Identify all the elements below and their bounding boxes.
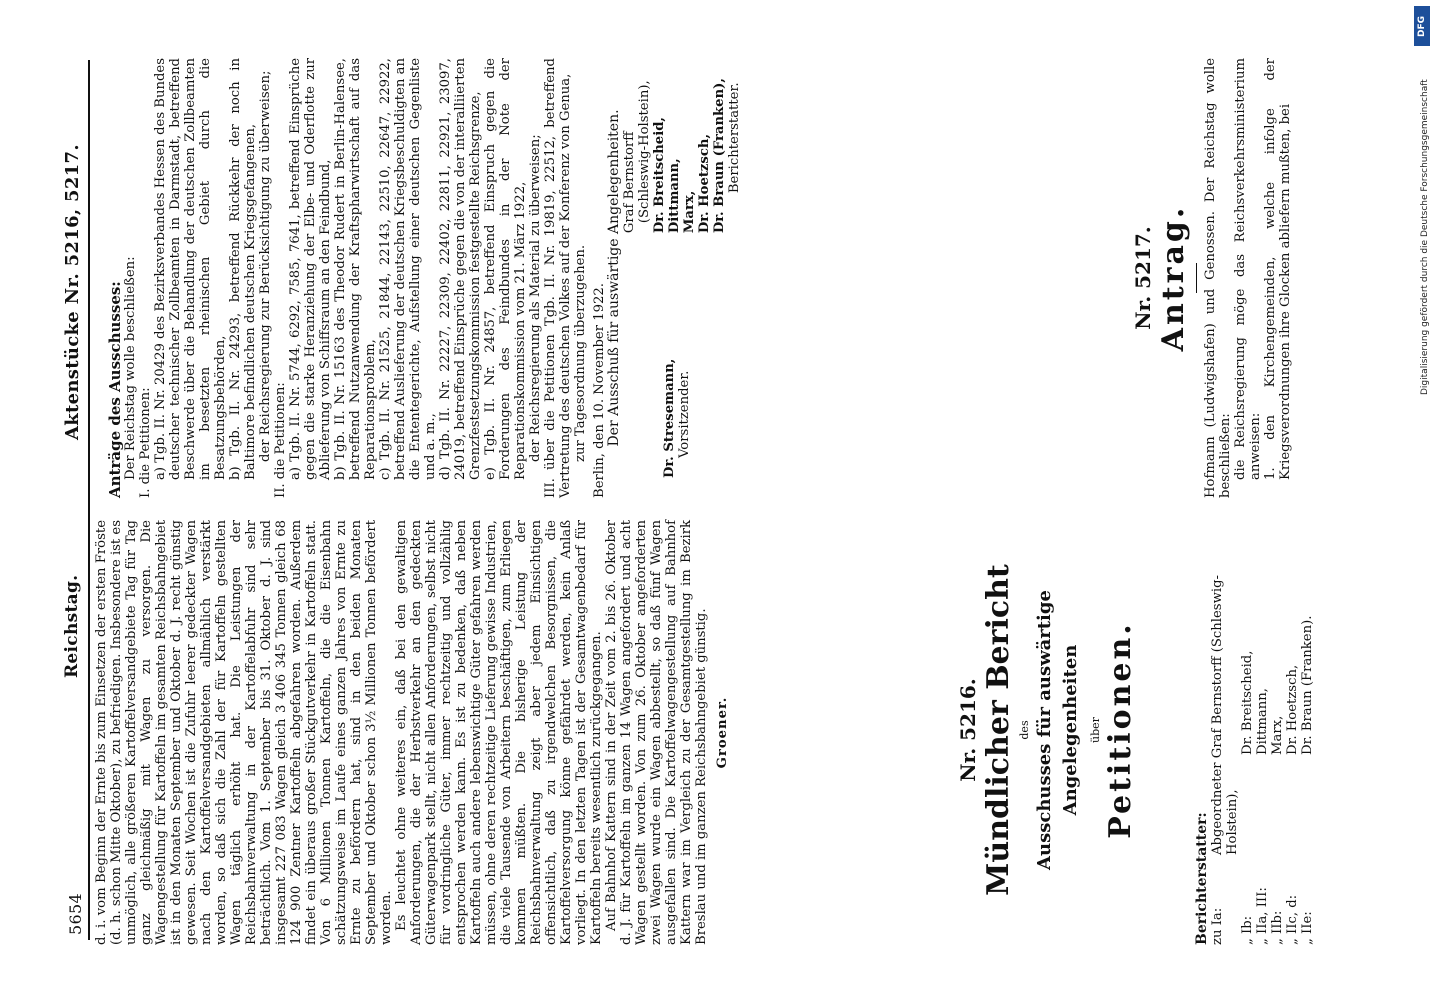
digitization-credit: Digitalisierung gefördert durch die Deutsche Forschungsgemeinschaft	[1420, 79, 1430, 395]
antraege-heading: Anträge des Ausschusses:	[106, 281, 124, 498]
item-2c: c) Tgb. II. Nr. 21525, 21844, 22143, 22510, 22647, 22922, betreffend Auslieferung der deutschen Kriegsbeschuldigten an die Ententegerichte, Aufstellung einer deutschen Gegenliste und a. m.,	[378, 58, 438, 480]
rapporteur-key: zu Ia:	[1210, 907, 1225, 945]
rapporteur-row	[1210, 515, 1240, 945]
chair-block	[622, 359, 742, 498]
antrag-number: Nr. 5217.	[1131, 226, 1155, 330]
rapporteur-row	[1270, 515, 1285, 945]
antrag-rule	[1196, 263, 1197, 293]
rapporteur-row	[1300, 515, 1315, 945]
report-des: des	[1018, 720, 1031, 740]
signer: Berichterstatter.	[727, 82, 742, 194]
rapporteur-value: Abgeordneter Graf Bernstorff (Schleswig-Holstein),	[1210, 575, 1240, 855]
page-number: 5654	[66, 893, 85, 935]
item-1b: b) Tgb. II. Nr. 24293, betreffend Rückkehr der noch in Baltimore befindlichen deutschen Kriegsgefangenen,	[228, 58, 258, 480]
signer: Dittmann,	[667, 158, 682, 234]
ref-1: der Reichsregierung zur Berücksichtigung zu überweisen;	[258, 70, 273, 462]
rapporteur-value: Marx,	[1270, 715, 1285, 755]
ref-3: zur Tagesordnung überzugehen.	[573, 244, 588, 462]
committee-line: Der Ausschuß für auswärtige Angelegenheiten.	[606, 109, 622, 447]
section-1: I. die Petitionen:	[138, 387, 153, 498]
signer: Dr. Hoetzsch,	[697, 133, 712, 234]
item-2b: b) Tgb. II. Nr. 15163 des Theodor Rudert in Berlin-Halensee, betreffend Nutzanwendung der Kraftspharwirtschaft auf das Reparationsproblem,	[333, 58, 378, 480]
antraege-intro: Der Reichstag wolle beschließen:	[123, 256, 138, 480]
report-title: Mündlicher Bericht	[981, 564, 1016, 896]
report-committee: Ausschusses für auswärtige Angelegenheiten	[1034, 590, 1081, 870]
report-number: Nr. 5216.	[956, 678, 980, 782]
rapporteur-row	[1255, 515, 1270, 945]
section-2: II. die Petitionen:	[273, 382, 288, 498]
paragraph-3: Auf Bahnhof Kattern sind in der Zeit vom 2. bis 26. Oktober d. J. für Kartoffeln im ganzen 14 Wagen angefordert und acht Wagen gestellt worden. Von zum 26. Oktober angeforderten zwei Wagen wurde ein Wagen abbestellt, so daß fünf Wagen ausgefallen sind. Die Kartoffelwagengestellung auf Bahnhof Kattern war im Vergleich zu der Gesamtgestellung im Bezirk Breslau und im ganzen Reichsbahngebiet günstig.	[604, 520, 709, 945]
signers-block	[622, 58, 742, 233]
report-subject: Petitionen.	[1103, 621, 1138, 839]
rapporteur-row	[1285, 515, 1300, 945]
date-line: Berlin, den 10. November 1922.	[592, 283, 607, 498]
paragraph-1: d. i. vom Beginn der Ernte bis zum Einsetzen der ersten Fröste (d. h. schon Mitte Oktober), zu befriedigen. Insbesondere ist es unmöglich, alle größeren Kartoffelversandgebiete Tag für Tag ganz gleichmäßig mit Wagen zu versorgen. Die Wagengestellung für Kartoffeln im gesamten Reichsbahngebiet ist in den Monaten September und Oktober d. J. recht günstig gewesen. Seit Wochen ist die Zufuhr leerer gedeckter Wagen nach den Kartoffelversandgebieten allmählich verstärkt worden, so daß sich die Zahl der für Kartoffeln gestellten Wagen täglich erhöht hat. Die Leistungen der Reichsbahnverwaltung in der Kartoffelabfuhr sind sehr beträchtlich. Vom 1. September bis 31. Oktober d. J. sind insgesamt 227 083 Wagen gleich 3 406 345 Tonnen gleich 68 124 900 Zentner Kartoffeln abgefahren worden. Außerdem findet ein überaus großer Stückgutverkehr in Kartoffeln statt. Von 6 Millionen Tonnen Kartoffeln, die die Eisenbahn schätzungsweise im Laufe eines ganzen Jahres von Ernte zu Ernte zu befördern hat, sind in den beiden Monaten September und Oktober schon 3½ Millionen Tonnen befördert worden.	[94, 520, 394, 945]
ref-2: der Reichsregierung als Material zu überweisen;	[528, 134, 543, 462]
rapporteur-key: „ IIc, d:	[1285, 894, 1300, 945]
item-2e: e) Tgb. II. Nr. 24857, betreffend Einspruch gegen die Forderungen des Feindbundes in der Note der Reparationskommission vom 21. März 1922,	[483, 58, 528, 480]
antrag-text: die Reichsregierung möge das Reichsverkehrsministerium anweisen:	[1233, 58, 1263, 480]
rapporteur-key: „ IIb:	[1270, 910, 1285, 945]
signer: (Schleswig-Holstein),	[637, 80, 652, 224]
antrag-intro: Hofmann (Ludwigshafen) und Genossen. Der Reichstag wolle beschließen:	[1203, 58, 1233, 498]
signer: Graf Bernstorff	[622, 131, 637, 234]
dfg-logo: DFG	[1414, 6, 1430, 46]
signatures	[622, 58, 742, 498]
signer: Dr. Breitscheid,	[652, 116, 667, 234]
rapporteurs-label: Berichterstatter:	[1194, 812, 1210, 945]
chair-name: Dr. Stresemann,	[662, 358, 677, 478]
section-3: III. über die Petitionen Tgb. II. Nr. 19819, 22512, betreffend Vertretung des deutschen Volkes auf der Konferenz von Genua,	[543, 58, 573, 498]
rapporteur-key: „ Ib:	[1240, 915, 1255, 945]
rapporteur-key: „ IIe:	[1300, 911, 1315, 945]
rapporteurs	[1195, 515, 1345, 945]
item-1a: a) Tgb. II. Nr. 20429 des Bezirksverbandes Hessen des Bundes deutscher technischer Zollbeamten in Darmstadt, betreffend Beschwerde über die Behandlung der deutschen Zollbeamten im besetzten rheinischen Gebiet durch die Besatzungsbehörden,	[153, 58, 228, 480]
report-ueber: über	[1089, 717, 1102, 743]
item-2d: d) Tgb. II. Nr. 22227, 22309, 22402, 22811, 22921, 23097, 24019, betreffend Einsprüche gegen die von der interalliierten Grenzfestsetzungskommission festgestellte Reichsgrenze,	[438, 58, 483, 480]
rapporteurs-table	[1210, 515, 1315, 945]
report-heading	[955, 515, 1195, 945]
header-left-title: Reichstag.	[62, 574, 82, 678]
chair-title: Vorsitzender.	[677, 370, 692, 458]
rapporteur-key: „ IIa, III:	[1255, 887, 1270, 945]
rapporteur-value: Dr. Breitscheid,	[1240, 650, 1255, 755]
column-3-antraege	[108, 58, 898, 498]
antrag-item-1: 1. den Kirchengemeinden, welche infolge der Kriegsverordnungen ihre Glocken abliefern mußten, bei	[1263, 58, 1293, 480]
antrag-title: Antrag.	[1156, 204, 1191, 352]
paragraph-2: Es leuchtet ohne weiteres ein, daß bei den gewaltigen Anforderungen, die der Herbstverkehr an den gedeckten Güterwagenpark stellt, nicht allen Anforderungen, selbst nicht für vordringliche Güter, immer rechtzeitig und vollzählig entsprochen werden kann. Es ist zu bedenken, daß neben Kartoffeln auch andere lebenswichtige Güter gefahren werden müssen, ohne deren rechtzeitige Lieferung gewisse Industrien, die viele Tausende von Arbeitern beschäftigen, zum Erliegen kommen müßten. Die bisherige Leistung der Reichsbahnverwaltung zeigt aber jedem Einsichtigen offensichtlich, daß zu irgendwelchen Besorgnissen, die Kartoffelversorgung könne gefährdet werden, kein Anlaß vorliegt. In den letzten Tagen ist der Gesamtwagenbedarf für Kartoffeln bereits wesentlich zurückgegangen.	[394, 520, 604, 945]
rapporteur-value: Dittmann,	[1255, 688, 1270, 755]
signer: Marx,	[682, 190, 697, 234]
header-right-title: Aktenstücke Nr. 5216, 5217.	[62, 144, 83, 440]
rapporteur-value: Dr. Hoetzsch,	[1285, 664, 1300, 755]
header-rule	[88, 60, 90, 940]
rapporteur-row	[1240, 515, 1255, 945]
signer: Dr. Braun (Franken),	[712, 78, 727, 234]
signature-groener: Groener.	[715, 696, 730, 769]
item-2a: a) Tgb. II. Nr. 5744, 6292, 7585, 7641, betreffend Einsprüche gegen die starke Heranziehung der Elbe- und Oderflotte zur Ablieferung von Schiffsraum an den Feindbund,	[288, 58, 333, 480]
column-1	[94, 520, 730, 945]
rapporteur-value: Dr. Braun (Franken).	[1300, 615, 1315, 755]
antrag-5217	[1130, 58, 1330, 498]
